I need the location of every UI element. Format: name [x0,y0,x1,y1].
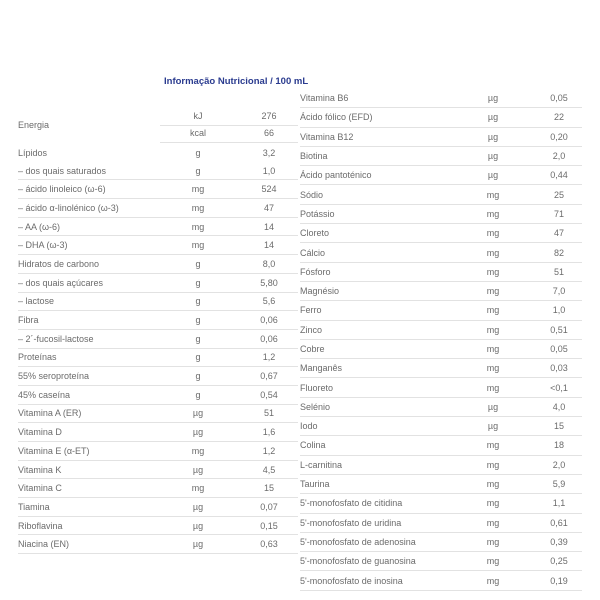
nutrient-name: – AA (ω-6) [18,221,61,232]
table-row [18,367,298,386]
left-rows [18,144,298,554]
nutrient-name: Selénio [300,401,331,412]
table-row [300,166,582,185]
energy-value: 276 [261,110,277,121]
nutrient-value: 0,05 [550,344,568,354]
energy-row-kcal [160,125,298,144]
energy-value: 66 [263,128,274,139]
nutrient-unit: mg [486,228,500,239]
table-row [18,218,298,237]
table-row [300,494,582,513]
nutrient-unit: g [195,315,201,326]
nutrient-unit: µg [487,151,499,162]
nutrient-value: 0,07 [260,501,278,512]
nutrient-unit: mg [191,184,205,195]
nutrient-value: 25 [553,189,564,200]
nutrient-unit: mg [486,344,500,354]
nutrient-unit: µg [192,408,204,419]
nutrient-name: Ácido pantoténico [300,170,372,181]
nutrient-unit: mg [486,556,500,567]
nutrient-unit: g [195,389,201,400]
nutrient-name: 5'-monofosfato de citidina [300,498,403,509]
table-title: Informação Nutricional / 100 mL [164,76,309,87]
nutrient-name: Vitamina C [18,483,62,494]
nutrient-unit: µg [487,421,499,432]
nutrient-unit: mg [486,536,500,547]
table-row [300,282,582,301]
nutrient-value: 4,0 [552,401,566,412]
energy-unit: kcal [189,128,206,139]
nutrient-unit: mg [191,202,205,213]
nutrient-value: 0,19 [550,575,568,586]
nutrient-unit: mg [486,247,500,258]
table-row [300,224,582,243]
nutrient-value: 82 [553,247,564,258]
energy-unit: kJ [193,110,203,121]
table-row [300,533,582,552]
nutrient-value: 47 [263,202,274,213]
nutrient-value: 7,0 [552,286,566,297]
nutrient-value: 8,0 [262,258,276,269]
nutrient-value: 3,2 [262,147,276,158]
table-row [300,205,582,224]
nutrient-name: 5'-monofosfato de inosina [300,575,403,586]
nutrient-unit: g [195,296,201,307]
nutrient-name: Tiamina [18,501,50,512]
nutrient-unit: µg [192,520,204,531]
nutrient-value: 0,25 [550,556,568,567]
nutrient-name: Cálcio [300,247,326,258]
table-row [300,340,582,359]
nutrient-value: 4,5 [262,464,276,475]
nutrient-name: L-carnitina [300,459,343,470]
nutrient-value: 15 [263,483,274,494]
table-row [18,162,298,181]
nutrient-value: 15 [553,421,564,432]
nutrient-unit: mg [486,382,500,393]
nutrient-unit: mg [486,305,500,316]
nutrient-value: 0,03 [550,363,568,374]
table-row [18,180,298,199]
nutrient-unit: g [195,371,201,382]
nutrient-value: <0,1 [550,382,568,393]
nutrient-name: Riboflavina [18,520,63,531]
table-row [18,479,298,498]
nutrient-name: Sódio [300,189,324,200]
nutrient-name: Iodo [300,421,318,432]
nutrient-value: 0,39 [550,536,568,547]
nutrient-name: Potássio [300,208,335,219]
table-row [18,311,298,330]
nutrient-name: – 2´-fucosil-lactose [18,333,94,344]
nutrient-name: 55% seroproteína [18,371,90,382]
nutrient-name: – DHA (ω-3) [18,240,68,251]
nutrient-name: Magnésio [300,286,340,297]
table-row [18,255,298,274]
energy-label: Energia [18,119,50,130]
nutrient-value: 18 [553,440,564,451]
nutrient-unit: mg [486,479,500,490]
table-row [18,535,298,554]
nutrient-value: 14 [263,221,274,232]
nutrient-unit: mg [486,363,500,374]
table-row [18,386,298,405]
table-row [18,274,298,293]
nutrient-name: Zinco [300,324,323,335]
nutrient-unit: mg [486,459,500,470]
table-row [18,293,298,312]
nutrient-value: 5,9 [552,479,566,490]
nutrient-value: 51 [553,266,564,277]
nutrient-value: 5,80 [260,277,278,288]
table-row [18,423,298,442]
nutrient-value: 0,05 [550,93,568,104]
nutrient-name: Lípidos [18,147,48,158]
nutrient-name: Hidratos de carbono [18,258,100,269]
nutrient-unit: mg [486,575,500,586]
table-row [300,185,582,204]
nutrient-name: Niacina (EN) [18,539,70,550]
nutrient-unit: µg [487,93,499,104]
nutrient-name: 5'-monofosfato de guanosina [300,556,416,567]
table-row [18,236,298,255]
nutrient-name: Vitamina A (ER) [18,408,82,419]
nutrient-value: 0,67 [260,371,278,382]
table-row [300,417,582,436]
nutrient-value: 0,51 [550,324,568,335]
nutrient-unit: mg [191,221,205,232]
table-row [300,456,582,475]
nutrient-unit: mg [191,445,205,456]
table-row [300,378,582,397]
table-row [300,436,582,455]
nutrient-name: Biotina [300,151,328,162]
nutrient-name: – dos quais açúcares [18,277,104,288]
nutrient-value: 1,2 [262,352,276,363]
nutrient-name: 5'-monofosfato de uridina [300,517,402,528]
nutrient-unit: µg [192,539,204,550]
nutrient-unit: mg [486,189,500,200]
nutrient-name: Fibra [18,315,39,326]
nutrient-unit: g [195,258,201,269]
nutrient-name: Cloreto [300,228,330,239]
nutrient-name: – dos quais saturados [18,165,107,176]
nutrient-value: 0,06 [260,315,278,326]
nutrient-name: Cobre [300,344,325,354]
right-rows [300,89,582,591]
nutrient-name: Proteínas [18,352,57,363]
nutrient-name: Vitamina K [18,464,62,475]
nutrient-unit: mg [486,208,500,219]
table-row [300,263,582,282]
nutrient-name: Taurina [300,479,330,490]
nutrient-unit: µg [192,464,204,475]
nutrient-unit: µg [487,112,499,123]
nutrient-value: 1,6 [262,427,276,438]
nutrient-name: Fósforo [300,266,331,277]
table-row [18,442,298,461]
table-row [18,517,298,536]
nutrient-value: 5,6 [262,296,276,307]
table-row [300,552,582,571]
nutrient-name: 5'-monofosfato de adenosina [300,536,416,547]
nutrient-unit: mg [486,498,500,509]
table-row [300,243,582,262]
table-row [18,199,298,218]
energy-row-kj [160,107,298,126]
nutrient-value: 2,0 [552,459,566,470]
table-row [300,128,582,147]
nutrient-name: Colina [300,440,326,451]
nutrient-name: Vitamina E (α-ET) [18,445,90,456]
nutrient-unit: mg [486,517,500,528]
nutrient-unit: mg [486,266,500,277]
nutrient-name: Vitamina D [18,427,62,438]
nutrient-value: 22 [553,112,564,123]
nutrient-unit: mg [486,286,500,297]
table-row [300,571,582,590]
nutrient-unit: µg [487,401,499,412]
nutrient-value: 0,20 [550,131,568,142]
energy-block [18,107,298,142]
nutrient-unit: mg [191,483,205,494]
nutrient-value: 51 [263,408,274,419]
nutrient-name: Ferro [300,305,322,316]
nutrient-value: 47 [553,228,564,239]
nutrient-value: 0,15 [260,520,278,531]
nutrition-table-right [300,89,582,591]
nutrient-name: – ácido α-linolénico (ω-3) [18,202,119,213]
table-row [18,405,298,424]
nutrient-value: 1,1 [552,498,566,509]
nutrient-name: Vitamina B6 [300,93,349,104]
nutrient-value: 524 [261,184,277,195]
table-row [18,461,298,480]
nutrient-value: 1,2 [262,445,276,456]
nutrient-unit: g [195,333,201,344]
nutrient-unit: µg [192,427,204,438]
nutrient-unit: g [195,277,201,288]
nutrient-unit: g [195,165,201,176]
nutrient-value: 0,06 [260,333,278,344]
table-row [300,147,582,166]
table-row [300,475,582,494]
table-row [300,514,582,533]
table-row [300,108,582,127]
nutrient-unit: µg [487,131,499,142]
nutrient-unit: mg [191,240,205,251]
nutrient-value: 2,0 [552,151,566,162]
nutrient-name: 45% caseína [18,389,71,400]
nutrient-name: – ácido linoleico (ω-6) [18,184,106,195]
nutrient-name: Vitamina B12 [300,131,354,142]
table-row [18,144,298,162]
nutrient-value: 0,61 [550,517,568,528]
nutrient-unit: µg [487,170,499,181]
nutrient-unit: µg [192,501,204,512]
table-row [18,498,298,517]
nutrient-unit: mg [486,440,500,451]
nutrient-value: 14 [263,240,274,251]
nutrient-value: 1,0 [552,305,566,316]
nutrient-value: 71 [553,208,564,219]
table-row [300,301,582,320]
table-row [18,349,298,368]
nutrient-value: 0,54 [260,389,278,400]
nutrient-name: Manganês [300,363,343,374]
table-row [300,359,582,378]
nutrient-name: Ácido fólico (EFD) [300,112,373,123]
table-row [18,330,298,349]
nutrient-value: 1,0 [262,165,276,176]
nutrient-name: – lactose [18,296,55,307]
nutrient-name: Fluoreto [300,382,334,393]
nutrient-unit: mg [486,324,500,335]
table-row [300,398,582,417]
nutrient-unit: g [195,147,201,158]
table-row [300,321,582,340]
table-row [300,89,582,108]
nutrient-value: 0,63 [260,539,278,550]
nutrient-unit: g [195,352,201,363]
nutrient-value: 0,44 [550,170,568,181]
